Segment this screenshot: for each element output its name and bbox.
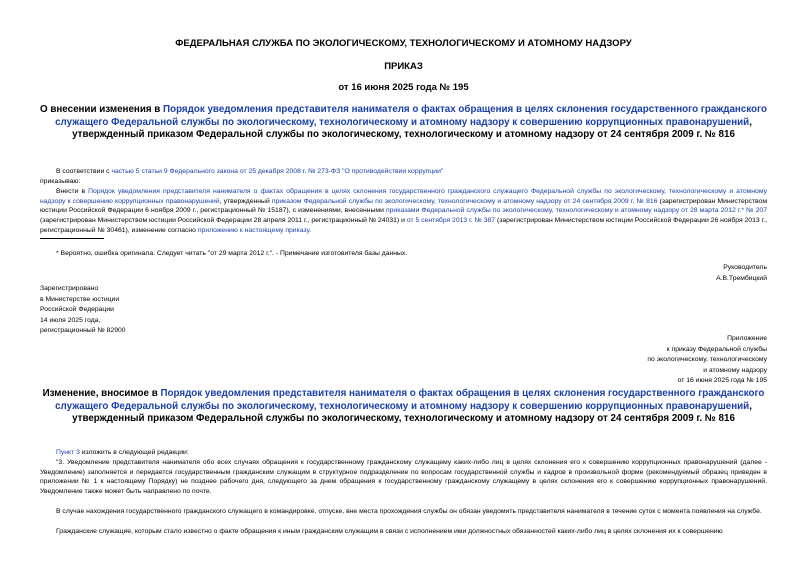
order-paragraph-text-e: (зарегистрирован Министерством юстиции Российской Федерации 26 ноября 2013 г., регистрационный № 30461), изменение согласно [40,217,767,234]
clause-3-paragraph-2: В случае нахождения государственного гражданского служащего в командировке, отпуске, вне места прохождения службы он обязан уведомить представителя нанимателя в течение суток с момента появления на службе. [56,508,762,515]
registration-line: Зарегистрировано [40,285,99,292]
appendix-header [647,334,767,387]
order-title-link[interactable]: Порядок уведомления представителя нанимателя о фактах обращения в целях склонения государственного гражданского служащего Федеральной службы по экологическому, технологическому и атомному надзору к совершению коррупционных правонарушений [55,104,767,128]
doc-type-heading: ПРИКАЗ [384,61,423,72]
order-title [40,104,767,142]
registration-line: в Министерстве юстиции [40,295,120,303]
registration-line: 14 июля 2025 года, [40,316,101,324]
preamble-basis [40,167,767,177]
clause-3-link[interactable]: Пункт 3 [56,449,80,456]
federal-law-link[interactable]: частью 5 статьи 9 Федерального закона от 25 декабря 2008 г. № 273-ФЗ "О противодействии коррупции" [111,168,444,175]
order-verb: приказываю: [40,178,81,185]
appendix-instruction-text: изложить в следующей редакции: [79,449,189,456]
appendix-header-line: к приказу Федеральной службы [666,345,767,353]
order-paragraph-text-b: , утвержденный [219,197,272,205]
agency-heading: ФЕДЕРАЛЬНАЯ СЛУЖБА ПО ЭКОЛОГИЧЕСКОМУ, ТЕХНОЛОГИЧЕСКОМУ И АТОМНОМУ НАДЗОРУ [175,38,632,49]
preamble-basis-text: В соответствии с [56,168,112,175]
appendix-link[interactable]: приложению к настоящему приказу [197,226,310,234]
doc-date-heading: от 16 июня 2025 года № 195 [338,82,469,93]
order-title-suffix: , утвержденный приказом Федеральной службы по экологическому, технологическому и атомному надзору от 24 сентября 2009 г. № 816 [72,116,752,140]
clause-3-text: "3. Уведомление представителя нанимателя обо всех случаях обращения к государственному гражданскому служащему каких-либо лиц в целях склонения его к совершению коррупционных правонарушений (далее - Уведомление) заполняется и передается государственным гражданским служащим в структурное подразделение по вопросам государственной службы и кадров в произвольной форме (рекомендуемый образец приведен в приложении № 1 к настоящему Порядку) не позднее рабочего дня, следующего за днем обращения к государственному гражданскому служащему в целях склонения его к совершению коррупционных правонарушений. Уведомление также может быть направлено по почте. [40,459,767,496]
order-207-link[interactable]: приказами Федеральной службы по экологическому, технологическому и атомному надзору от 28 марта 2012 г.* № 207 [385,207,767,215]
appendix-title-suffix: , утвержденный приказом Федеральной службы по экологическому, технологическому и атомному надзору от 24 сентября 2009 г. № 816 [72,400,752,424]
order-816-link[interactable]: приказом Федеральной службы по экологическому, технологическому и атомному надзору от 24 сентября 2009 г. № 816 [271,197,658,205]
appendix-title-link[interactable]: Порядок уведомления представителя нанимателя о фактах обращения в целях склонения государственного гражданского служащего Федеральной службы по экологическому, технологическому и атомному надзору к совершению коррупционных правонарушений [55,388,765,412]
registration-line: регистрационный № 82900 [40,327,126,335]
order-paragraph-text-c: (зарегистрирован Министерством юстиции Российской Федерации 6 ноября 2009 г., регистрационный № 15187), с изменениями, внесенными [40,197,767,215]
appendix-header-line: и атомному надзору [703,366,767,374]
appendix-header-line: от 16 июня 2025 года № 195 [677,377,767,385]
appendix-title-prefix: Изменение, вносимое в [42,388,161,399]
procedure-link[interactable]: Порядок уведомления представителя нанимателя о фактах обращения в целях склонения государственного гражданского служащего Федеральной службы по экологическому, технологическому и атомному надзору к совершению коррупционных правонарушений [40,188,767,205]
order-title-prefix: О внесении изменения в [40,104,164,115]
appendix-header-line: Приложение [727,335,767,342]
signature-name: А.В.Трембицкий [716,274,767,282]
clause-3-paragraph-3: Гражданские служащие, которым стало известно о факте обращения к иным гражданским служащим в связи с исполнением ими должностных обязанностей каких-либо лиц в целях склонения их к совершению [56,528,723,535]
signature-block [716,263,767,284]
signature-role: Руководитель [723,264,767,271]
appendix-title [40,388,767,426]
order-387-link[interactable]: от 5 сентября 2013 г. № 387 [406,217,496,225]
registration-line: Российской Федерации [40,306,114,314]
order-paragraph-text-f: . [309,226,312,234]
order-paragraph-text-a: Внести в [56,188,89,195]
appendix-instruction [40,448,767,458]
footnote: * Вероятно, ошибка оригинала. Следует читать "от 29 марта 2012 г.". - Примечание изготовителя базы данных. [56,250,408,257]
order-paragraph [40,187,767,236]
footnote-divider [40,238,104,239]
appendix-header-line: по экологическому, технологическому [647,356,767,364]
registration-block [40,284,126,337]
order-paragraph-text-d: (зарегистрирован Министерством юстиции Российской Федерации 28 апреля 2011 г., регистрационный № 24031) и [40,217,407,225]
